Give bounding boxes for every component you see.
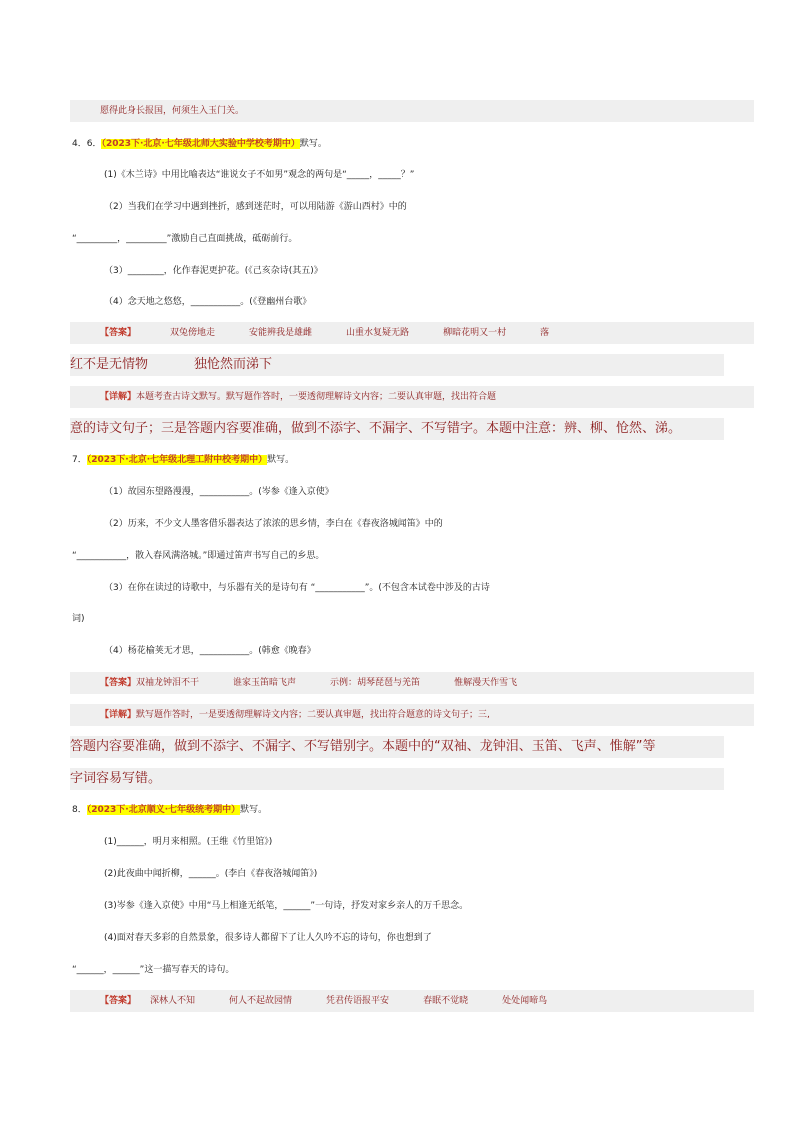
question-7-header [72,449,794,471]
answer-item: 示例：胡琴琵琶与羌笛 [330,678,421,688]
question-6-item-2-cont: “_________，_________”激励自己直面挑战，砥砺前行。 [72,234,298,244]
answer-item: 谁家玉笛暗飞声 [233,678,297,688]
question-6-detail-1 [70,386,754,408]
answer-continuation [70,100,754,122]
question-8-item-1: (1)______，明月来相照。(王维《竹里馆》) [104,837,273,847]
detail-text: 答题内容要准确，做到不添字、不漏字、不写错别字。本题中的“双袖、龙钟泪、玉笛、飞声、惟解”等 [70,739,656,754]
question-8-header [72,799,794,821]
answer-item: 春眠不觉晓 [423,996,469,1006]
answer-item: 处处闻啼鸟 [502,996,548,1006]
question-8-item-3: (3)岑参《逢入京使》中用“马上相逢无纸笔，______”一句诗，抒发对家乡亲人的万千思念。 [104,901,469,911]
question-7-detail-2 [70,736,724,758]
question-6-answer-cont [70,354,724,376]
detail-tag: 【详解】 [100,392,137,402]
answer-tag: 【答案】 [100,328,137,338]
detail-tag: 【详解】 [100,710,137,720]
question-7-item-3: （3）在你在读过的诗歌中，与乐器有关的是诗句有 “___________”。(不包含本试卷中涉及的古诗 [104,583,490,593]
detail-text: 本题考查古诗文默写。默写题作答时，一要透彻理解诗文内容；二要认真审题，找出符合题 [136,392,497,402]
answer-tag: 【答案】 [100,996,137,1006]
question-7-answer [70,672,754,694]
answer-tag: 【答案】 [100,678,137,688]
question-7-item-3-cont: 词) [72,614,85,624]
answer-item: 惟解漫天作雪飞 [454,678,518,688]
question-6-item-2: （2）当我们在学习中遇到挫折，感到迷茫时，可以用陆游《游山西村》中的 [104,202,407,212]
question-command: 默写。 [240,805,268,815]
question-6-item-3: （3）________，化作春泥更护花。(《己亥杂诗(其五)》 [104,266,323,276]
question-number: 7． [72,455,87,465]
question-command: 默写。 [299,139,327,149]
question-7-item-2-cont: “___________，散入春风满洛城。”即通过笛声书写自己的乡思。 [72,551,325,561]
question-8-item-2: (2)此夜曲中闻折柳，______。(李白《春夜洛城闻笛》) [104,869,318,879]
question-number: 4．6． [72,139,102,149]
question-8-item-4: (4)面对春天多彩的自然景象，很多诗人都留下了让人久吟不忘的诗句，你也想到了 [104,933,432,943]
answer-item: 落 [540,328,550,338]
question-source: （2023下·北京·七年级北师大实验中学校考期中） [101,139,300,149]
question-7-item-2: （2）历来，不少文人墨客借乐器表达了浓浓的思乡情，李白在《春夜洛城闻笛》中的 [104,519,443,529]
question-command: 默写。 [267,455,295,465]
question-source: （2023下·北京顺义·七年级统考期中） [86,805,241,815]
detail-text: 意的诗文句子；三是答题内容要准确，做到不添字、不漏字、不写错字。本题中注意：辨、柳、怆然、涕。 [70,421,682,436]
answer-item: 深林人不知 [150,996,196,1006]
question-7-item-4: （4）杨花榆荚无才思，___________。(韩愈《晚春》 [104,646,316,656]
question-7-item-1: （1）故园东望路漫漫，___________。(岑参《逢入京使》 [104,487,334,497]
answer-item: 柳暗花明又一村 [443,328,507,338]
answer-item: 山重水复疑无路 [346,328,410,338]
question-7-detail-3 [70,768,724,790]
answer-item: 红不是无情物 [70,357,149,372]
top-line-text: 愿得此身长报国，何须生入玉门关。 [100,106,245,116]
question-number: 8． [72,805,87,815]
question-6-header [72,133,794,155]
detail-text: 字词容易写错。 [70,771,162,786]
answer-item: 双兔傍地走 [170,328,216,338]
answer-item: 安能辨我是雄雌 [249,328,313,338]
question-6-detail-2 [70,418,724,440]
answer-item: 何人不起故园情 [229,996,293,1006]
question-source: （2023下·北京·七年级北理工附中校考期中） [86,455,268,465]
question-7-detail-1 [70,704,754,726]
detail-text: 默写题作答时，一是要透彻理解诗文内容；二要认真审题，找出符合题意的诗文句子；三, [136,710,490,720]
answer-item: 凭君传语报平安 [326,996,390,1006]
question-8-answer [70,990,754,1012]
question-8-item-4-cont: “______，______”这一描写春天的诗句。 [72,965,235,975]
question-6-item-4: （4）念天地之悠悠，___________。(《登幽州台歌》 [104,297,312,307]
question-6-answer [70,322,754,344]
question-6-item-1: (1)《木兰诗》中用比喻表达“谁说女子不如男”观念的两句是“_____，_____？” [104,170,415,180]
answer-item: 独怆然而涕下 [194,357,273,372]
answer-item: 双袖龙钟泪不干 [136,678,200,688]
